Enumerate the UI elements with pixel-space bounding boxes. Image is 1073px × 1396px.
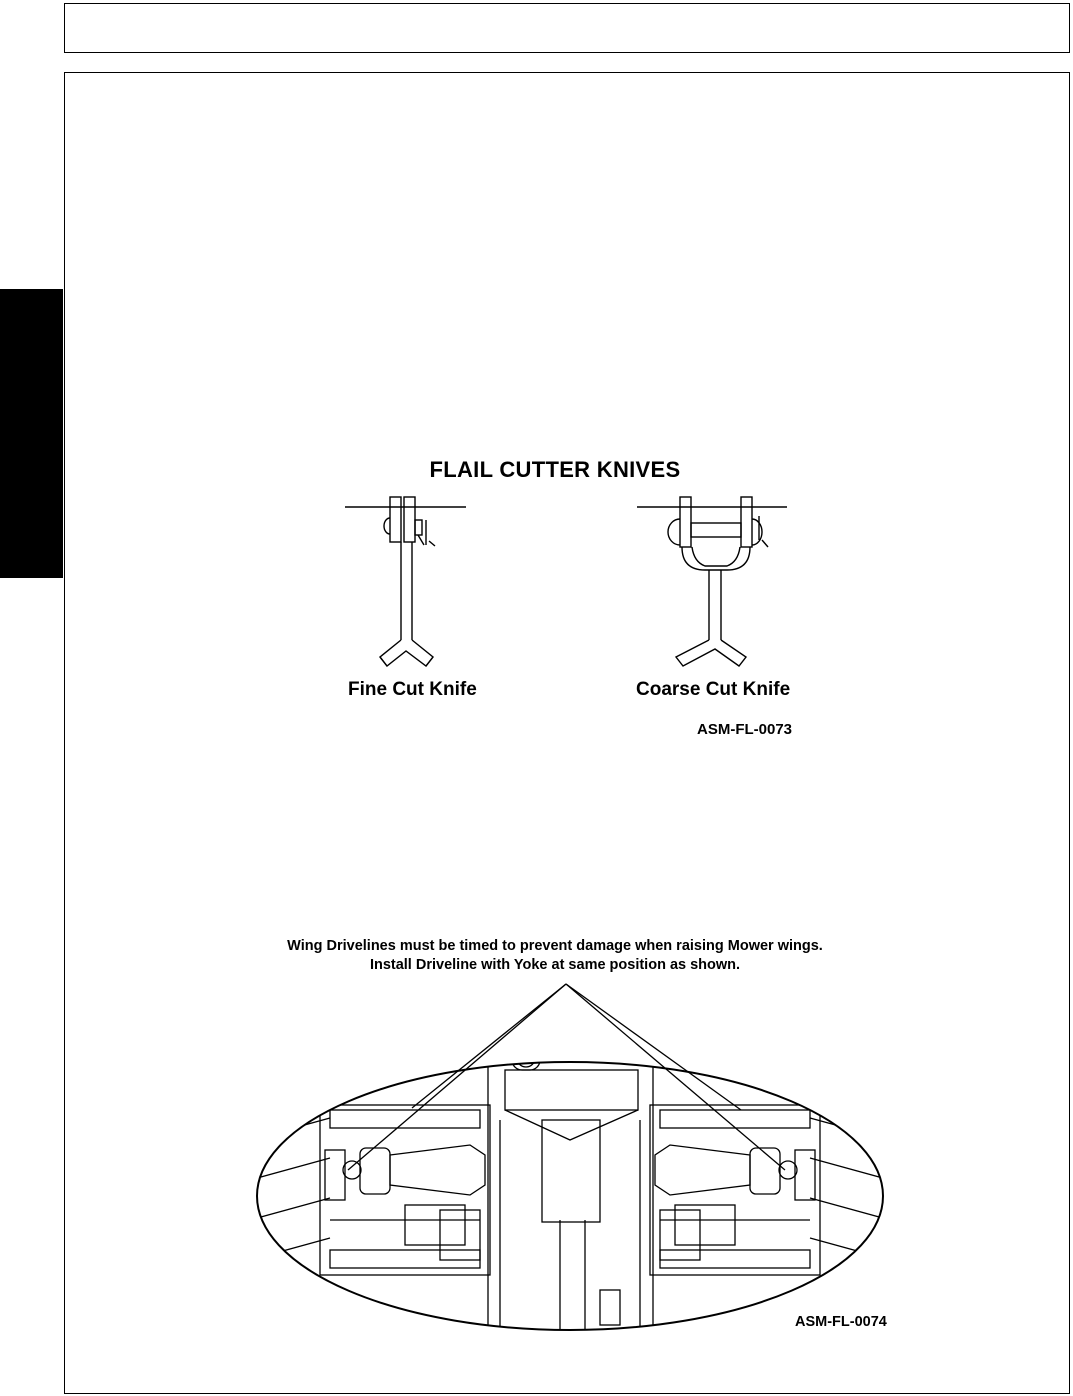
flail-knives-title: FLAIL CUTTER KNIVES — [429, 457, 681, 482]
coarse-cut-knife-label: Coarse Cut Knife — [636, 679, 791, 700]
figure-code-0074: ASM-FL-0074 — [795, 1314, 887, 1330]
fine-cut-knife-label: Fine Cut Knife — [348, 679, 477, 700]
driveline-caption-line2: Install Driveline with Yoke at same position as shown. — [369, 957, 741, 973]
figure-code-0073: ASM-FL-0073 — [697, 721, 793, 738]
driveline-caption-line1: Wing Drivelines must be timed to prevent damage when raising Mower wings. — [287, 938, 823, 954]
